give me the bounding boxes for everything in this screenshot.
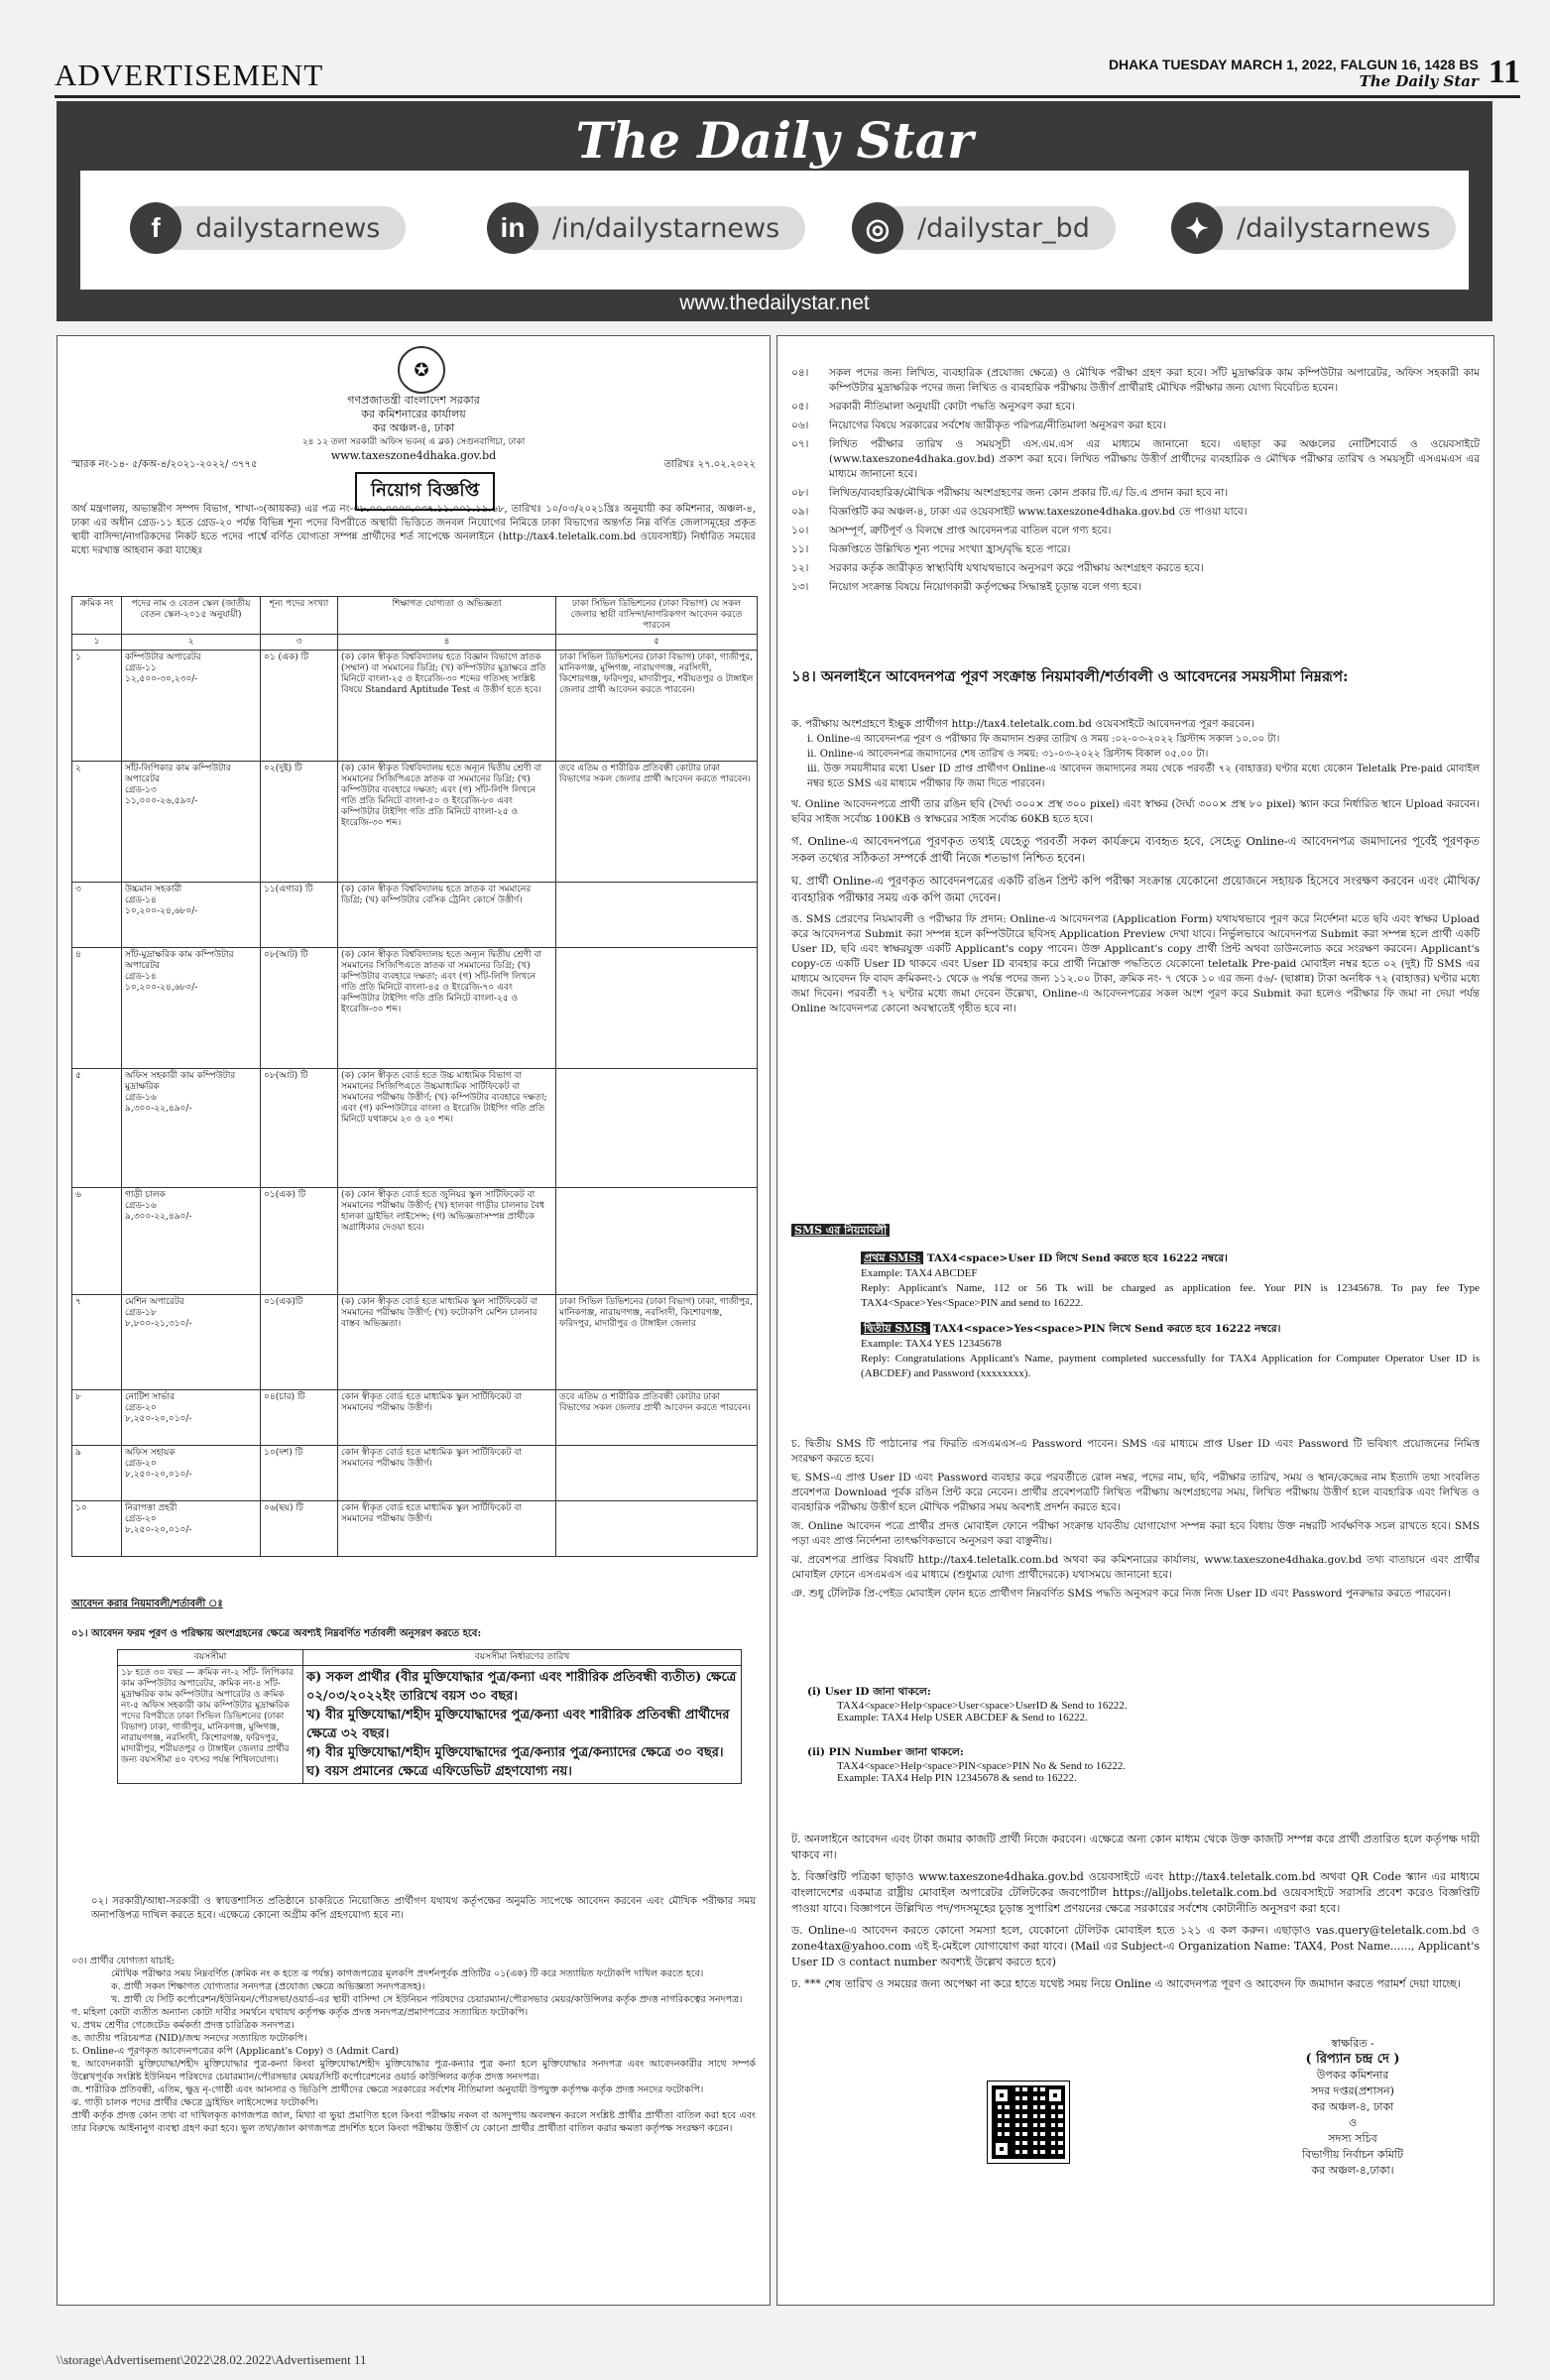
recover-user-heading: (i) User ID জানা থাকলে: [807,1686,931,1698]
rule-item [791,437,1480,482]
post-districts-empty [556,1446,758,1501]
post-count: ১১(এগার) টি [261,883,338,948]
age-table-header-row [118,1650,742,1666]
daily-star-banner [57,101,1492,321]
post-qualification: কোন স্বীকৃত বোর্ড হতে মাধ্যমিক স্কুল সার্টিফিকেট বা সমমানের পরীক্ষায় উত্তীর্ণ। [338,1446,556,1501]
rule-number: ১০। [791,525,809,536]
rule-3-line: জ. শারীরিক প্রতিবন্ধী, এতিম, ক্ষুদ্র নৃ-গোষ্ঠী এবং আনসার ও ভিডিপি প্রার্থীদের ক্ষেত্রে সরকারের সর্বশেষ নীতিমালা অনুযায়ী উপযুক্ত কর্তৃপক্ষ কর্তৃক প্রদত্ত সনদের ফটোকপি। [71,2084,704,2095]
posts-table [71,596,758,1557]
dateline: DHAKA TUESDAY MARCH 1, 2022, FALGUN 16, 1428 BS [1108,57,1479,73]
rules-list [791,366,1480,599]
age-left-cell: ১৮ হতে ৩০ বছর — ক্রমিক নং-২ সাঁট- লিপিকার কাম কম্পিউটার অপারেটর, ক্রমিক নং-৪ সাঁট-মুদ্রাক্ষরিক কাম কম্পিউটার অপারেটর ও ক্রমিক নং-৫ অফিস সহকারী কাম কম্পিউটার মুদ্রাক্ষরিক পদের বিপরীতে ঢাকা সিভিল ডিভিশনের (ঢাকা বিভাগ) ঢাকা, গাজীপুর, মানিকগঞ্জ, মুন্সিগঞ্জ, নারায়ণগঞ্জ, নরসিংদী, কিশোরগঞ্জ, ফরিদপুর, মাদারীপুর, শরীয়তপুর ও টাঙ্গাইল জেলার প্রার্থীর জন্য বয়সসীমা ৪০ বৎসর পর্যন্ত শিথিলযোগ্য। [118,1666,303,1784]
post-scale: ৯,৩০০-২২,৪৯০/- [125,1104,192,1114]
online-instructions [791,717,1480,1016]
sms-first [861,1250,1480,1311]
social-twitter[interactable] [1171,200,1456,256]
post-grade: গ্রেড-১৬ [125,1093,157,1103]
rule-number: ১৩। [791,581,809,593]
online-m: ড. Online-এ আবেদন করতে কোনো সমস্যা হলে, যেকোনো টেলিটক মোবাইল হতে ১২১ এ কল করুন। এছাড়াও vas.query@teletalk.com.bd ও zone4tax@yahoo.com এই ই-মেইলে যোগাযোগ করা যাবে। (Mail এর Subject-এ Organization Name: TAX4, Post Name......, Applicant's User ID ও contact number অবশ্যই উল্লেখ করতে হবে) [791,1924,1480,1968]
signatory-line: কর অঞ্চল-৪,ঢাকা। [1311,2164,1394,2177]
sms-second-command: TAX4<space>Yes<space>PIN লিখে Send করতে হবে 16222 নম্বরে। [932,1323,1281,1335]
online-instructions-3 [791,1832,1480,1992]
sms-first-command: TAX4<space>User ID লিখে Send করতে হবে 16222 নম্বরে। [926,1252,1228,1264]
col-number: ৪ [338,635,556,651]
rule-3-line: গ. মহিলা কোটা ব্যতীত অন্যান্য কোটা দাবীর সমর্থনে যথাযথ কর্তৃপক্ষ কর্তৃক প্রদত্ত সনদপত্র/প্রমাণপত্রের সত্যায়িত ফটোকপি। [71,2007,529,2018]
post-sl: ৩ [72,883,122,948]
online-h: জ. Online আবেদন পত্রে প্রার্থীর প্রদত্ত মোবাইল ফোনে পরীক্ষা সংক্রান্ত যাবতীয় যোগাযোগ সম্পন্ন করা হবে বিধায় উক্ত নম্বরটি সার্বক্ষণিক সচল রাখতে হবে। SMS পড়া এবং প্রাপ্ত নির্দেশনা তাৎক্ষণিকভাবে অনুসরণ করা বাঞ্ছনীয়। [791,1520,1480,1547]
recover-pin-heading: (ii) PIN Number জানা থাকলে: [807,1746,964,1758]
post-scale: ১০,২০০-২৪,৬৮০/- [125,983,198,993]
age-table-row [118,1666,742,1784]
sms-rules-block [791,1219,1480,1381]
signatory-line: সদস্য সচিব [1328,2132,1377,2145]
age-right-cell [303,1666,742,1784]
post-grade: গ্রেড-২০ [125,1514,157,1524]
social-handle: /dailystar_bd [878,206,1116,250]
notice-title: নিয়োগ বিজ্ঞপ্তি [355,472,495,511]
rule-text: অসম্পূর্ণ, ত্রুটিপূর্ণ ও বিলম্বে প্রাপ্ত আবেদনপত্র বাতিল বলে গণ্য হবে। [829,525,1112,536]
post-name-cell [122,883,261,948]
notice-left-column [57,335,771,2306]
online-l: ঠ. বিজ্ঞপ্তিটি পত্রিকা ছাড়াও www.taxeszone4dhaka.gov.bd ওয়েবসাইটে এবং http://tax4.teletalk.com.bd অথবা QR Code স্ক্যান এর মাধ্যমে বাংলাদেশের একমাত্র রাষ্ট্রীয় মোবাইল অপারেটর টেলিটকের জবপোর্টাল https://alljobs.teletalk.com.bd ওয়েবসাইটে সরাসরি প্রবেশ করেও বিজ্ঞপ্তিটি পাওয়া যাবে। বিজ্ঞাপনে উল্লিখিত পদ/পদসমূহের চূড়ান্ত সুপারিশ প্রণয়নের ক্ষেত্রে সরকারের সর্বশেষ কোটানীতি অনুসরণ করা হবে। [791,1870,1480,1915]
memo-date: তারিখঃ ২৭.০২.২০২২ [663,459,756,470]
post-name: অফিস সহকারী কাম কম্পিউটার মুদ্রাক্ষরিক [125,1071,236,1092]
post-name: নোটিশ সার্ভার [125,1392,176,1402]
age-rule: ঘ) বয়স প্রমানের ক্ষেত্রে এফিডেভিট গ্রহণযোগ্য নয়। [306,1764,572,1779]
post-scale: ৮,৮০০-২১,৩১০/- [125,1319,192,1329]
recovery-block [807,1685,1462,1784]
rule-number: ১১। [791,543,809,555]
post-count: ০১(এক) টি [261,1188,338,1295]
online-j: ঞ. শুধু টেলিটক প্রি-পেইড মোবাইল ফোন হতে প্রার্থীগণ নিম্নবর্ণিত SMS পদ্ধতি অনুসরণ করে নিজ নিজ User ID এবং Password পুনরুদ্ধার করতে পারবেন। [791,1588,1451,1600]
age-head-right: বয়সসীমা নির্ধারণের তারিখ [303,1650,742,1666]
post-sl: ২ [72,762,122,883]
social-handle: dailystarnews [156,206,406,250]
recover-user-example: Example: TAX4 Help USER ABCDEF & Send to 16222. [837,1712,1088,1724]
post-grade: গ্রেড-১৮ [125,1308,157,1318]
post-grade: গ্রেড-১৪ [125,895,157,905]
col-number: ১ [72,635,122,651]
post-qualification: (ক) কোন স্বীকৃত বোর্ড হতে উচ্চ মাধ্যমিক বিভাগ বা সমমানের সিজিপিএতে উচ্চমাধ্যমিক সার্টিফিকেট বা সমমানের পরীক্ষায় উত্তীর্ণ; (খ) কম্পিউটার ব্যবহারে দক্ষতা; এবং (গ) কম্পিউটারে বাংলা ও ইংরেজি টাইপিং গতি প্রতি মিনিটে যথাক্রমে ২০ ও ২০ শব্দ। [338,1069,556,1188]
rule-1: ০১। আবেদন ফরম পূরণ ও পরিক্ষায় অংশগ্রহনের ক্ষেত্রে অবশ্যই নিম্নবর্ণিত শর্তাবলী অনুসরণ করতে হবে: [71,1628,482,1639]
post-grade: গ্রেড-২০ [125,1459,157,1469]
post-sl: ৯ [72,1446,122,1501]
col-number: ৩ [261,635,338,651]
post-name: কম্পিউটার অপারেটর [125,653,201,662]
post-grade: গ্রেড-১৬ [125,1201,157,1211]
instagram-icon: ◎ [852,202,903,254]
linkedin-icon: in [487,202,538,254]
post-qualification: (ক) কোন স্বীকৃত বোর্ড হতে জুনিয়র স্কুল সার্টিফিকেট বা সমমানের পরীক্ষায় উত্তীর্ণ; (খ) হালকা গাড়ীর চালনার বৈধ হালকা ড্রাইভিং লাইসেন্স; (গ) অভিজ্ঞতাসম্পন্ন প্রার্থীকে অগ্রাধিকার দেওয়া হবে। [338,1188,556,1295]
post-sl: ৮ [72,1390,122,1446]
rule-3-line: চ. Online-এ পূরণকৃত আবেদনপত্রের কপি (Applicant's Copy) ও (Admit Card) [71,2046,399,2057]
online-section-heading: ১৪। অনলাইনে আবেদনপত্র পূরণ সংক্রান্ত নিয়মাবলী/শর্তাবলী ও আবেদনের সময়সীমা নিম্নরূপ: [791,667,1349,685]
header-rule [55,95,1520,98]
online-a-item: ii. Online-এ আবেদনপত্র জমাদানের শেষ তারিখ ও সময়: ৩১-০৩-২০২২ খ্রিস্টাব্দ বিকাল ০৫.০০ টা। [807,749,1209,760]
qr-finder [1045,2085,1065,2105]
social-handle: /in/dailystarnews [513,206,805,250]
post-name-cell [122,1501,261,1557]
sms-second [861,1321,1480,1381]
rule-3-line: ঘ. প্রথম শ্রেণীর গেজেটেড কর্মকর্তা প্রদত্ত চারিত্রিক সনদপত্র। [71,2020,295,2031]
table-row [72,948,758,1069]
post-districts-empty [556,1188,758,1295]
post-name: নিরাপত্তা প্রহরী [125,1503,178,1513]
social-instagram[interactable] [852,200,1116,256]
table-header: শূন্য পদের সংখ্যা [261,597,338,635]
post-count: ১০(দশ) টি [261,1446,338,1501]
post-qualification: (ক) কোন স্বীকৃত বিশ্ববিদ্যালয় হতে বিজ্ঞান বিভাগে স্নাতক (সম্মান) বা সমমানের ডিগ্রি; (খ) কম্পিউটার মুদ্রাক্ষরে প্রতি মিনিটে বাংলা-২৫ ও ইংরেজি-৩০ শব্দের গতিসহ সংশ্লিষ্ট বিষয়ে Standard Aptitude Test এ উত্তীর্ণ হতে হবে। [338,651,556,762]
rule-3-line: ঝ. গাড়ী চালক পদের প্রার্থীর ক্ষেত্রে ড্রাইভিং লাইসেন্সের ফটোকপি। [71,2097,319,2108]
sms-first-example: Example: TAX4 ABCDEF [861,1267,978,1279]
post-scale: ১২,৫০০-৩০,২৩০/- [125,674,198,684]
org-line: গণপ্রজাতন্ত্রী বাংলাদেশ সরকার [347,394,480,407]
post-name-cell [122,1295,261,1390]
social-facebook[interactable] [130,200,406,256]
table-header-row [72,597,758,635]
recover-pin-command: TAX4<space>Help<space>PIN<space>PIN No & Send to 16222. [837,1760,1127,1772]
post-scale: ১১,০০০-২৬,৫৯০/- [125,796,198,806]
post-grade: গ্রেড-১৩ [125,785,157,795]
social-handle: /dailystarnews [1197,206,1456,250]
post-districts-empty [556,948,758,1069]
rule-item [791,400,1480,415]
table-header: ঢাকা সিভিল ডিভিশনের (ঢাকা বিভাগ) যে সকল জেলার স্থায়ী বাসিন্দা/নাগরিকগণ আবেদন করতে পারবেন [556,597,758,635]
sms-second-reply: Reply: Congratulations Applicant's Name, payment completed successfully for TAX4 Application for Computer Operator User ID is (ABCDEF) and Password (xxxxxxxx). [861,1353,1480,1379]
rule-item [791,561,1480,576]
online-c: গ. Online-এ আবেদনপত্রে পূরণকৃত তথ্যই যেহেতু পরবর্তী সকল কার্যক্রমে ব্যবহৃত হবে, সেহেতু Online-এ আবেদনপত্র জমাদানের পূর্বেই পূরণকৃত সকল তথ্যের সঠিকতা সম্পর্কে প্রার্থী নিজে শতভাগ নিশ্চিত হবেন। [791,834,1480,865]
post-name-cell [122,948,261,1069]
rule-3-line: ছ. আবেদনকারী মুক্তিযোদ্ধা/শহীদ মুক্তিযোদ্ধার পুত্র-কন্যা কিংবা মুক্তিযোদ্ধা/শহীদ মুক্তিযোদ্ধার পুত্র-কন্যার পুত্র কন্যা হলে মুক্তিযোদ্ধার সনদপত্র এবং আবেদনকারীর সাথে সম্পর্ক উল্লেখপূর্বক সংশ্লিষ্ট ইউনিয়ন পরিষদের চেয়ারম্যান/পৌরসভার মেয়র/সিটি কর্পোরেশনের ওয়ার্ড কাউন্সিলর কর্তৃক প্রদত্ত সনদপত্র। [71,2059,756,2082]
post-qualification: কোন স্বীকৃত বোর্ড হতে মাধ্যমিক স্কুল সার্টিফিকেট বা সমমানের পরীক্ষায় উত্তীর্ণ। [338,1501,556,1557]
page-number: 11 [1488,54,1520,90]
table-row [72,1390,758,1446]
rule-item [791,524,1480,538]
qr-code-icon[interactable] [988,2082,1077,2171]
post-districts: তবে এতিম ও শারীরিক প্রতিবন্ধী কোটার ঢাকা বিভাগের সকল জেলার প্রার্থী আবেদন করতে পারবেন। [556,762,758,883]
post-qualification: (ক) কোন স্বীকৃত বোর্ড হতে মাধ্যমিক স্কুল সার্টিফিকেট বা সমমানের পরীক্ষায় উত্তীর্ণ; (খ) ফটোকপি মেশিন চালনার বাস্তব অভিজ্ঞতা। [338,1295,556,1390]
qr-finder [992,2139,1012,2159]
rule-number: ০৭। [791,438,809,450]
rule-text: লিখিত পরীক্ষার তারিখ ও সময়সূচী এস.এম.এস এর মাধ্যমে জানানো হবে। এছাড়া কর অঞ্চলের নোটিশবোর্ড ও ওয়েবসাইটে (www.taxeszone4dhaka.gov.bd) প্রকাশ করা হবে। লিখিত পরীক্ষায় উত্তীর্ণ প্রার্থীদের ব্যবহারিক ও মৌখিক পরীক্ষার তারিখ ও সময়সূচী এসএমএস এর মাধ্যমে জানানো হবে। [829,438,1480,480]
post-scale: ৯,৩০০-২২,৪৯০/- [125,1212,192,1222]
page-header-right [1109,56,1520,89]
online-i: ঝ. প্রবেশপত্র প্রাপ্তির বিষয়টি http://tax4.teletalk.com.bd অথবা কর কমিশনারের কার্যালয়, www.taxeszone4dhaka.gov.bd তথ্য বাতায়নে এবং প্রার্থীর মোবাইল ফোনে এসএমএস এর মাধ্যমে (শুধুমাত্র যোগ্য প্রার্থীদেরকে) যথাসময়ে জানানো হবে। [791,1554,1480,1581]
signatory-line: বিভাগীয় নির্বাচন কমিটি [1301,2148,1404,2161]
post-scale: ১০,২০০-২৪,৬৮০/- [125,906,198,916]
recover-user-command: TAX4<space>Help<space>User<space>UserID & Send to 16222. [837,1700,1128,1712]
sms-second-label: দ্বিতীয় SMS: [861,1322,930,1335]
facebook-icon: f [130,202,181,254]
age-rule: ক) সকল প্রার্থীর (বীর মুক্তিযোদ্ধার পুত্র/কন্যা এবং শারীরিক প্রতিবন্ধী ব্যতীত) ক্ষেত্রে ০২/০৩/২০২২ইং তারিখে বয়স ৩০ বছর। [306,1670,737,1704]
org-line: কর অঞ্চল-৪, ঢাকা [372,421,455,434]
post-districts-empty [556,883,758,948]
signatory-line: কর অঞ্চল-৪, ঢাকা [1311,2100,1394,2113]
memo-number: স্মারক নং-১৪- ৫/কঅ-৪/২০২১-২০২২/ ৩৭৭৫ [71,459,258,470]
rule-3-line: ঙ. জাতীয় পরিচয়পত্র (NID)/জন্ম সনদের সত্যায়িত ফটোকপি। [71,2033,307,2044]
age-rule: গ) বীর মুক্তিযোদ্ধা/শহীদ মুক্তিযোদ্ধাদের পুত্র/কন্যার পুত্র/কন্যাদের ক্ষেত্রে ৩০ বছর। [306,1745,724,1760]
post-grade: গ্রেড-২০ [125,1403,157,1413]
post-sl: ৪ [72,948,122,1069]
social-links-box [80,171,1469,290]
post-name: মেশিন অপারেটর [125,1297,184,1307]
age-head-left: বয়সসীমা [118,1650,303,1666]
col-number: ৫ [556,635,758,651]
rule-3-line: খ. প্রার্থী যে সিটি কর্পোরেশন/ইউনিয়ন/পৌরসভা/ওয়ার্ড-এর স্থায়ী বাসিন্দা সে ইউনিয়ন পরিষদের চেয়ারম্যান/পৌরসভার মেয়র/কাউন্সিলর কর্তৃক প্রদত্ত নাগরিকত্বের সনদপত্র। [111,1994,743,2005]
post-sl: ৬ [72,1188,122,1295]
post-qualification: (ক) কোন স্বীকৃত বিশ্ববিদ্যালয় হতে অন্যূন দ্বিতীয় শ্রেণী বা সমমানের সিজিপিএতে স্নাতক বা সমমানের ডিগ্রি; (খ) কম্পিউটার ব্যবহারে দক্ষতা; এবং (গ) সাঁট-লিপি লিখনে গতি প্রতি মিনিটে বাংলা-৪৫ ও ইংরেজি-৭০ এবং কম্পিউটার টাইপিং গতি প্রতি মিনিটে বাংলা-২৫ ও ইংরেজি-৩০ শব্দ। [338,948,556,1069]
online-n: ঢ. *** শেষ তারিখ ও সময়ের জন্য অপেক্ষা না করে হাতে যথেষ্ট সময় নিয়ে Online এ আবেদনপত্র পূরণ ও আবেদন ফি জমাদান করতে পরামর্শ দেয়া যাচ্ছে। [791,1977,1461,1990]
table-header: ক্রমিক নং [72,597,122,635]
rule-text: নিয়োগ সংক্রান্ত বিষয়ে নিয়োগকারী কর্তৃপক্ষের সিদ্ধান্তই চূড়ান্ত বলে গণ্য হবে। [829,581,1142,593]
post-districts-empty [556,1501,758,1557]
table-row [72,1446,758,1501]
post-sl: ৭ [72,1295,122,1390]
table-row [72,762,758,883]
rule-item [791,366,1480,396]
twitter-icon: ✦ [1171,202,1223,254]
col-number: ২ [122,635,261,651]
post-districts: ঢাকা সিভিল ডিভিশনের (ঢাকা বিভাগ) ঢাকা, গাজীপুর, মানিকগঞ্জ, মুন্সিগঞ্জ, নারায়ণগঞ্জ, নরসিংদী, কিশোরগঞ্জ, ফরিদপুর, মাদারীপুর, শরীয়তপুর ও টাঙ্গাইল জেলার প্রার্থী আবেদন করতে পারবেন। [556,651,758,762]
rule-item [791,580,1480,595]
post-name: সাঁট-মুদ্রাক্ষরিক কাম কম্পিউটার অপারেটর [125,950,234,971]
rule-text: সরকার কর্তৃক জারীকৃত স্বাস্থ্যবিধি যথাযথভাবে অনুসরণ করে পরীক্ষায় অংশগ্রহণ করতে হবে। [829,562,1204,574]
sms-second-example: Example: TAX4 YES 12345678 [861,1338,1002,1350]
post-districts: ঢাকা সিভিল ডিভিশনের (ঢাকা বিভাগ) ঢাকা, গাজীপুর, মানিকগঞ্জ, নারায়ণগঞ্জ, নরসিংদী, কিশোরগঞ্জ, ফরিদপুর, মাদারীপুর ও টাঙ্গাইল জেলার [556,1295,758,1390]
table-row [72,1295,758,1390]
website-url[interactable]: www.thedailystar.net [679,292,870,314]
post-qualification: কোন স্বীকৃত বোর্ড হতে মাধ্যমিক স্কুল সার্টিফিকেট বা সমমানের পরীক্ষায় উত্তীর্ণ। [338,1390,556,1446]
rules-title: আবেদন করার নিয়মাবলী/শর্তাবলী ঃ [71,1599,223,1609]
signatory-name: ( রিপ্যান চন্দ্র দে ) [1305,2052,1400,2067]
org-line: কর কমিশনারের কার্যালয় [361,408,466,420]
rule-text: সরকারী নীতিমালা অনুযায়ী কোটা পদ্ধতি অনুসরণ করা হবে। [829,401,1075,413]
table-row [72,1188,758,1295]
government-seal-icon: ✪ [398,346,445,394]
post-qualification: (ক) কোন স্বীকৃত বিশ্ববিদ্যালয় হতে অন্যূন দ্বিতীয় শ্রেণী বা সমমানের সিজিপিএতে স্নাতক বা সমমানের ডিগ্রি; (খ) কম্পিউটার ব্যবহারে দক্ষতা; এবং (গ) সাঁট-লিপি লিখনে গতি প্রতি মিনিটে বাংলা-৫০ ও ইংরেজি-৮০ এবং কম্পিউটার টাইপিং গতি প্রতি মিনিটে বাংলা-২৫ ও ইংরেজি-৩০ শব্দ। [338,762,556,883]
rule-text: বিজ্ঞপ্তিতে উল্লিখিত শূন্য পদের সংখ্যা হ্রাস/বৃদ্ধি হতে পারে। [829,543,1071,555]
rule-text: লিখিত/ব্যবহারিক/মৌখিক পরীক্ষায় অংশগ্রহণের জন্য কোন প্রকার টি.এ/ ডি.এ প্রদান করা হবে না। [829,487,1229,499]
post-scale: ৮,২৫০-২০,০১০/- [125,1414,192,1424]
online-k: ট. অনলাইনে আবেদন এবং টাকা জমার কাজটি প্রার্থী নিজে করবেন। এক্ষেত্রে অন্য কোন মাধ্যম থেকে উক্ত কাজটি সম্পন্ন করে প্রার্থী প্রতারিত হলে কর্তৃপক্ষ দায়ী থাকবে না। [791,1833,1480,1861]
rule-number: ০৬। [791,419,809,431]
sms-first-label: প্রথম SMS: [861,1251,923,1264]
rule-text: বিজ্ঞপ্তিটি কর অঞ্চল-৪, ঢাকা এর ওয়েবসাইট www.taxeszone4dhaka.gov.bd তে পাওয়া যাবে। [829,506,1248,518]
post-name: উচ্চমান সহকারী [125,885,182,894]
rule-number: ০৫। [791,401,809,413]
online-e: ঙ. SMS প্রেরণের নিয়মাবলী ও পরীক্ষার ফি প্রদান: Online-এ আবেদনপত্র (Application Form) যথাযথভাবে পূরণ করে নির্দেশনা মতে ছবি এবং স্বাক্ষর Upload করে আবেদনপত্র Submit করা সম্পন্ন হলে কম্পিউটারে ছবিসহ Application Preview দেখা যাবে। নির্ভুলভাবে আবেদনপত্র Submit করা সম্পন্ন হলে প্রার্থী একটি User ID, ছবি এবং স্বাক্ষরযুক্ত একটি Applicant's copy পাবেন। উক্ত Applicant's copy প্রার্থী প্রিন্ট অথবা ডাউনলোড করে সংরক্ষণ করবেন। Applicant's copy-তে একটি User ID থাকবে এবং User ID ব্যবহার করে প্রার্থী নিম্নোক্ত পদ্ধতিতে যেকোনো teletalk Pre-paid মোবাইল নম্বর হতে ০২ (দুই) টি SMS এর মাধ্যমে আবেদন ফি বাবদ ক্রমিকনং-১ থেকে ৬ পর্যন্ত পদের জন্য ১১২.০০ টাকা, ক্রমিক নং- ৭ থেকে ১০ এর জন্য ৫৬/- (ছাপ্পান্ন) টাকা অনধিক ৭২ (বাহাত্তর) ঘণ্টার মধ্যে জমা দিবেন। পরবর্তী ৭২ ঘণ্টার মধ্যে জমা দেবেন উল্লেখ্য, Online-এ আবেদনপত্রের সকল অংশ পূরণ করে Submit করা হলেও পরীক্ষার ফি জমা না দেয়া পর্যন্ত Online আবেদনপত্র কোনো অবস্থাতেই গৃহীত হবে না। [791,913,1480,1014]
file-path-footer: \\storage\Advertisement\2022\28.02.2022\Advertisement 11 [57,2352,367,2367]
post-qualification: (ক) কোন স্বীকৃত বিশ্ববিদ্যালয় হতে স্নাতক বা সমমানের ডিগ্রি; (খ) কম্পিউটার বেসিক ট্রেনিং কোর্সে উত্তীর্ণ। [338,883,556,948]
rule-3-head: ০৩। প্রার্থীর যোগ্যতা যাচাই: [71,1956,175,1966]
table-row [72,651,758,762]
online-b: খ. Online আবেদনপত্রে প্রার্থী তার রঙিন ছবি (দৈর্ঘ্য ৩০০× প্রস্থ ৩০০ pixel) এবং স্বাক্ষর (দৈর্ঘ্য ৩০০× প্রস্থ ৮০ pixel) স্ক্যান করে নির্ধারিত স্থানে Upload করবেন। ছবির সাইজ সর্বোচ্চ 100KB ও স্বাক্ষরের সাইজ সর্বোচ্চ 60KB হতে হবে। [791,798,1480,825]
post-sl: ৫ [72,1069,122,1188]
post-count: ০২(দুই) টি [261,762,338,883]
online-a: ক. পরীক্ষায় অংশগ্রহণে ইচ্ছুক প্রার্থীগণ http://tax4.teletalk.com.bd ওয়েবসাইটে আবেদনপত্র পূরণ করবেন। [791,718,1254,730]
rule-number: ০৮। [791,487,809,499]
rule-item [791,418,1480,433]
signatory-line: উপকর কমিশনার [1316,2069,1389,2082]
post-scale: ৮,২৫০-২০,০১০/- [125,1525,192,1535]
social-linkedin[interactable] [487,200,805,256]
rule-3-line: মৌখিক পরীক্ষার সময় নিম্নবর্ণিত (ক্রমিক নং ক হতে ঝ পর্যন্ত) কাগজপত্রের মূলকপি প্রদর্শনপূর্বক প্রতিটির ০১(এক) টি করে সত্যায়িত ফটোকপি দাখিল করতে হবে। [111,1968,704,1979]
sms-first-reply: Reply: Applicant's Name, 112 or 56 Tk will be charged as application fee. Your PIN is 12345678. To pay fee Type TAX4<Space>Yes<Space>PIN and send to 16222. [861,1282,1480,1309]
recover-pin-example: Example: TAX4 Help PIN 12345678 & send to 16222. [837,1772,1077,1784]
rule-3-line: ক. প্রার্থী সকল শিক্ষাগত যোগ্যতার সনদপত্র (প্রযোজ্য ক্ষেত্রে অভিজ্ঞতা সনদপত্রসহ)। [111,1981,425,1992]
online-a-item: i. Online-এ আবেদনপত্র পূরণ ও পরীক্ষার ফি জমাদান শুরুর তারিখ ও সময় :০২-০৩-২০২২ খ্রিস্টাব্দ সকাল ১০.০০ টা। [807,734,1280,745]
post-districts-empty [556,1069,758,1188]
rule-item [791,505,1480,520]
age-limit-table [117,1649,742,1784]
post-districts: তবে এতিম ও শারীরিক প্রতিবন্ধী কোটার ঢাকা বিভাগের সকল জেলার প্রার্থী আবেদন করতে পারবেন। [556,1390,758,1446]
online-f: চ. দ্বিতীয় SMS টি পাঠানোর পর ফিরতি এসএমএস-এ Password পাবেন। SMS এর মাধ্যমে প্রাপ্ত User ID এবং Password টি ভবিষ্যৎ প্রয়োজনের নিমিত্ত সংরক্ষণ করতে হবে। [791,1438,1480,1465]
rule-number: ০৪। [791,367,809,379]
notice-right-column [776,335,1494,2306]
rule-3-block [71,1955,756,2135]
post-count: ০৮(আট) টি [261,948,338,1069]
organization-block [58,394,770,463]
signature-block [1244,2036,1462,2179]
post-count: ০১ (এক) টি [261,651,338,762]
qr-finder [992,2085,1012,2105]
post-count: ০১(এক)টি [261,1295,338,1390]
post-name-cell [122,1446,261,1501]
org-address: ২৪ ১২ তলা সরকারী অফিস ভবন( এ ব্লক) সেগুনবাগিচা, ঢাকা [301,437,526,447]
post-name-cell [122,762,261,883]
table-row [72,883,758,948]
section-label: ADVERTISEMENT [55,58,324,92]
post-sl: ১ [72,651,122,762]
online-g: ছ. SMS-এ প্রাপ্ত User ID এবং Password ব্যবহার করে পরবর্তীতে রোল নম্বর, পদের নাম, ছবি, পরীক্ষার তারিখ, সময় ও স্থান/কেন্দ্রের নাম ইত্যাদি তথ্য সংবলিত প্রবেশপত্র Download পূর্বক রঙিন প্রিন্ট করে নেবেন। প্রার্থীর প্রবেশপত্রটি লিখিত পরীক্ষায় অংশগ্রহণের সময়, লিখিত পরীক্ষায় উত্তীর্ণ হলে ব্যবহারিক এবং লিখিত ও ব্যবহারিক পরীক্ষায় উত্তীর্ণ হলে মৌখিক পরীক্ষার সময় অবশ্যই প্রদর্শন করতে হবে। [791,1472,1480,1513]
post-name: অফিস সহায়ক [125,1448,176,1458]
post-name-cell [122,651,261,762]
table-row [72,1069,758,1188]
table-number-row [72,635,758,651]
online-d: ঘ. প্রার্থী Online-এ পূরণকৃত আবেদনপত্রের একটি রঙিন প্রিন্ট কপি পরীক্ষা সংক্রান্ত যেকোনো প্রয়োজনে সহায়ক হিসেবে সংরক্ষণ করবেন এবং মৌখিক/ব্যবহারিক পরীক্ষার সময় এক কপি জমা দেবেন। [791,874,1480,904]
masthead: The Daily Star [575,111,974,170]
table-row [72,1501,758,1557]
post-name: সাঁট-লিপিকার কাম কম্পিউটার অপারেটর [125,764,231,784]
post-grade: গ্রেড-১৪ [125,972,157,982]
notice-intro: অর্থ মন্ত্রণালয়, অভ্যন্তরীণ সম্পদ বিভাগ, শাখা-৩(আয়কর) এর পত্র নং-০৮.০০.০০০০.০৩৭.১১.০০১.১৯.৬৮, তারিখঃ ১০/০৩/২০২১খ্রিঃ অনুযায়ী কর কমিশনার, অঞ্চল-৪, ঢাকা এর অধীন গ্রেড-১১ হতে গ্রেড-২০ পর্যন্ত বিভিন্ন শূন্য পদের বিপরীতে অস্থায়ী ভিত্তিতে জনবল নিয়োগের নিমিত্তে ঢাকা বিভাগের অন্তর্গত নিম্ন বর্ণিত জেলাসমূহের প্রকৃত স্থায়ী বাসিন্দা/নাগরিকদের নিকট হতে পদের পার্শ্বে বর্ণিত যোগ্যতা সম্পন্ন প্রার্থীদের শর্ত সাপেক্ষে অনলাইনে (http://tax4.teletalk.com.bd ওয়েবসাইট) নির্ধারিত সময়ের মধ্যে দরখাস্ত আহবান করা যাচ্ছেঃ [71,504,756,556]
post-scale: ৮,২৫০-২০,০১০/- [125,1470,192,1480]
post-name-cell [122,1069,261,1188]
post-name: গাড়ী চালক [125,1190,166,1200]
paper-name-small: The Daily Star [1359,71,1479,90]
table-header: পদের নাম ও বেতন স্কেল (জাতীয় বেতন স্কেল-২০১৫ অনুযায়ী) [122,597,261,635]
post-count: ০৬(ছয়) টি [261,1501,338,1557]
signed-label: স্বাক্ষরিত - [1331,2037,1374,2050]
rule-2: ০২। সরকারী/আধা-সরকারী ও স্বায়ত্তশাসিত প্রতিষ্ঠানে চাকরিতে নিয়োজিত প্রার্থীগণ যথাযথ কর্তৃপক্ষের অনুমতি সাপেক্ষে আবেদন করবেন এবং মৌখিক পরীক্ষার সময় অনাপত্তিপত্র দাখিল করতে হবে। এক্ষেত্রে কোনো অগ্রীম কপি গ্রহণযোগ্য হবে না। [91,1896,756,1921]
dateline-block [1109,58,1479,89]
rule-item [791,542,1480,557]
rule-number: ০৯। [791,506,809,518]
sms-rules-title: SMS এর নিয়মাবলী [791,1224,890,1237]
signatory-line: ও [1348,2116,1358,2129]
online-a-item: iii. উক্ত সময়সীমার মধ্যে User ID প্রাপ্ত প্রার্থীগণ Online-এ আবেদন জমাদানের সময় থেকে পরবর্তী ৭২ (বাহাত্তর) ঘণ্টার মধ্যে যেকোন Teletalk Pre-paid মোবাইল নম্বর হতে SMS এর মাধ্যমে পরীক্ষার ফি জমা দিতে পারবেন। [807,764,1480,789]
post-name-cell [122,1390,261,1446]
post-count: ০৮(আট) টি [261,1069,338,1188]
rule-item [791,486,1480,501]
online-instructions-2 [791,1437,1480,1602]
rule-3-line: প্রার্থী কর্তৃক প্রদত্ত কোন তথ্য বা দাখিলকৃত কাগজপত্র জাল, মিথ্যা বা ভুয়া প্রমাণিত হলে কিংবা পরীক্ষায় নকল বা অসদুপায় অবলম্বন করলে সংশ্লিষ্ট প্রার্থীর প্রার্থীতা বাতিল করা হবে এবং তার বিরুদ্ধে আইনানুগ ব্যবস্থা গ্রহণ করা হবে। ভুল তথ্য/জাল কাগজপত্র প্রদর্শিত হলে কিংবা পরীক্ষায় উত্তীর্ণ যে কোনো প্রার্থীর প্রার্থীতা বাতিল করার ক্ষমতা কর্তৃপক্ষ সংরক্ষণ করেন। [71,2110,756,2134]
rule-text: নিয়োগের বিষয়ে সরকারের সর্বশেষ জারীকৃত পরিপত্র/নীতিমালা অনুসরণ করা হবে। [829,419,1166,431]
post-sl: ১০ [72,1501,122,1557]
age-rule: খ) বীর মুক্তিযোদ্ধা/শহীদ মুক্তিযোদ্ধাদের পুত্র/কন্যা এবং শারীরিক প্রতিবন্ধী প্রার্থীদের ক্ষেত্রে ৩২ বছর। [306,1708,730,1741]
rule-text: সকল পদের জন্য লিখিত, ব্যবহারিক (প্রযোজ্য ক্ষেত্রে) ও মৌখিক পরীক্ষা গ্রহণ করা হবে। সাঁট মুদ্রাক্ষরিক কাম কম্পিউটার অপারেটর, অফিস সহকারী কাম কম্পিউটার মুদ্রাক্ষরিক পদের জন্য লিখিত ও ব্যবহারিক পরীক্ষায় উত্তীর্ণ প্রার্থীরাই মৌখিক পরীক্ষার জন্য যোগ্য বিবেচিত হবেন। [829,367,1480,394]
signatory-line: সদর দপ্তর(প্রশাসন) [1311,2084,1394,2097]
rule-number: ১২। [791,562,809,574]
post-count: ০৪(চার) টি [261,1390,338,1446]
post-grade: গ্রেড-১১ [125,663,157,673]
org-website[interactable]: www.taxeszone4dhaka.gov.bd [330,449,497,462]
post-name-cell [122,1188,261,1295]
table-header: শিক্ষাগত যোগ্যতা ও অভিজ্ঞতা [338,597,556,635]
